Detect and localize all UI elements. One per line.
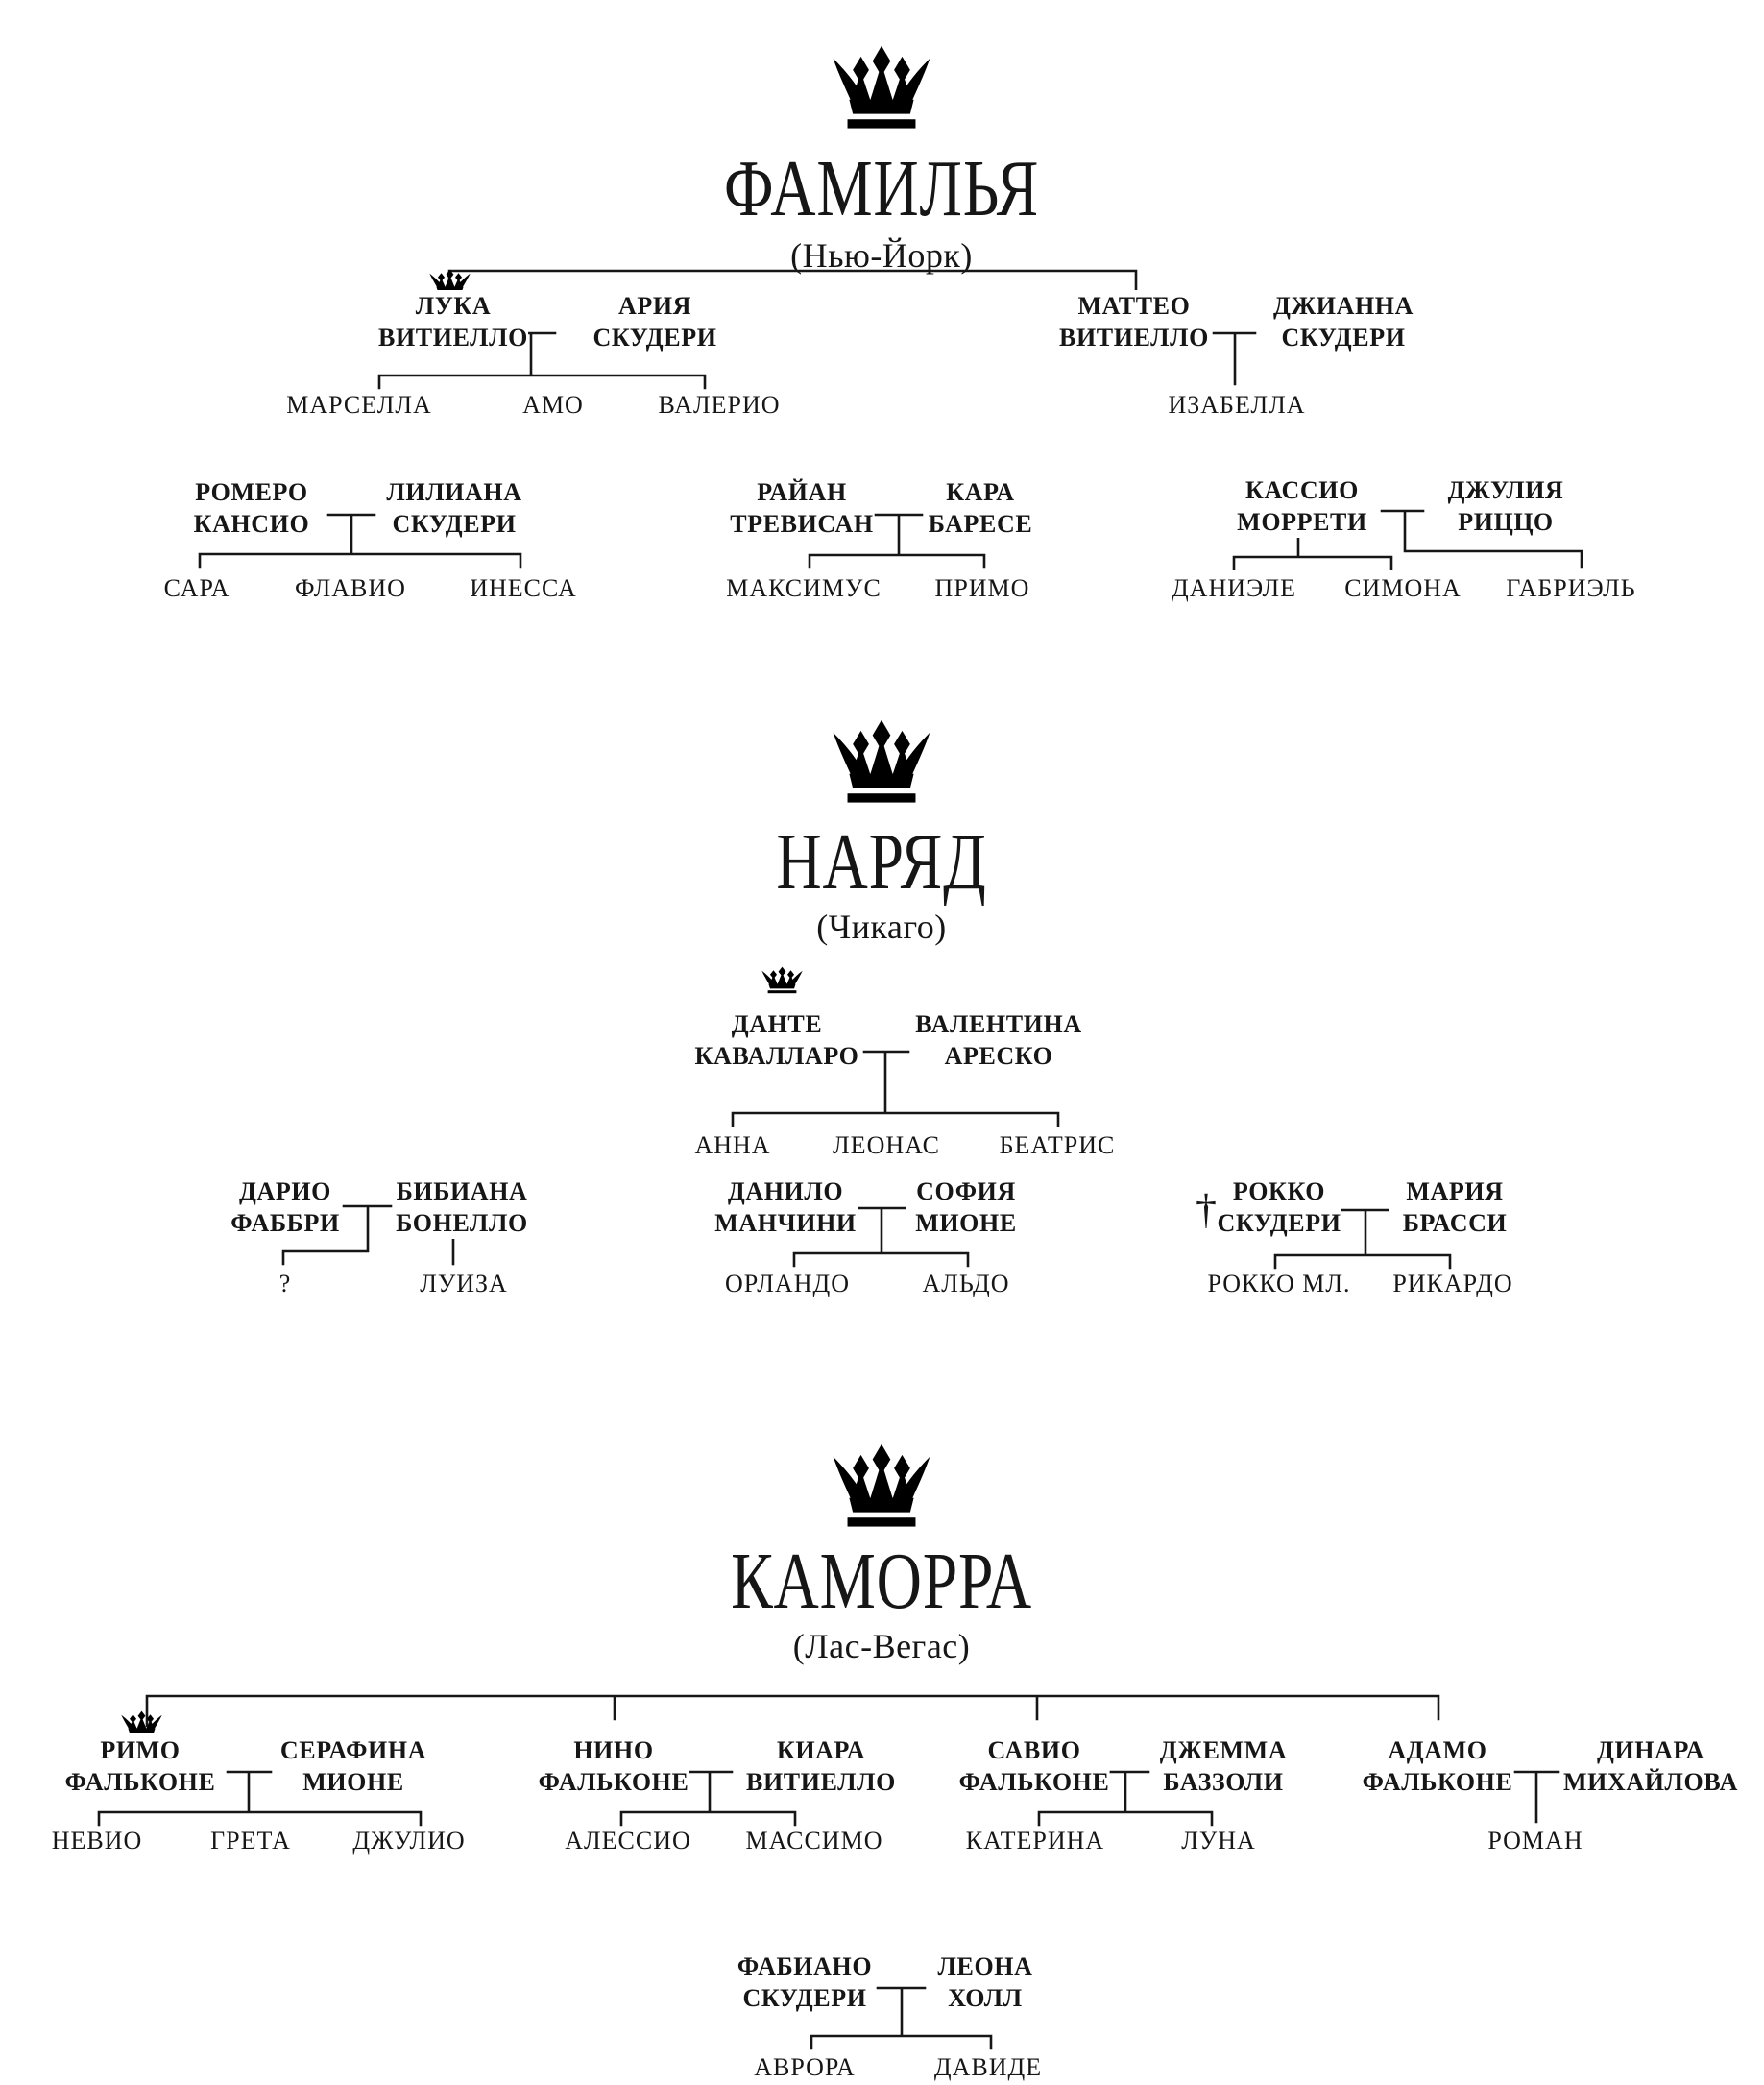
person-luiza: ЛУИЗА bbox=[420, 1270, 508, 1297]
person-sofiya-mione: СОФИЯ МИОНЕ bbox=[915, 1177, 1017, 1237]
person-aria-skuderi: АРИЯ СКУДЕРИ bbox=[592, 292, 717, 352]
person-luka-vitiello: ЛУКА ВИТИЕЛЛО bbox=[378, 292, 528, 352]
section-subtitle-new-york: (Нью-Йорк) bbox=[790, 236, 973, 275]
person-alessio: АЛЕССИО bbox=[565, 1827, 691, 1855]
person-bibiana-bonello: БИБИАНА БОНЕЛЛО bbox=[396, 1177, 528, 1237]
person-sara: САРА bbox=[163, 574, 230, 602]
person-mariya-brassi: МАРИЯ БРАССИ bbox=[1402, 1177, 1508, 1237]
person-rokko-jr: РОККО МЛ. bbox=[1207, 1270, 1351, 1297]
deceased-dagger-icon: † bbox=[1196, 1186, 1217, 1233]
person-kiara-vitiello: КИАРА ВИТИЕЛЛО bbox=[746, 1736, 896, 1796]
person-aldo: АЛЬДО bbox=[922, 1270, 1010, 1297]
person-kassio-morreti: КАССИО МОРРЕТИ bbox=[1237, 476, 1367, 536]
person-simona: СИМОНА bbox=[1344, 574, 1462, 602]
section-subtitle-las-vegas: (Лас-Вегас) bbox=[792, 1627, 971, 1665]
person-amo: АМО bbox=[522, 391, 584, 419]
person-rayan-trevisan: РАЙАН ТРЕВИСАН bbox=[730, 478, 874, 538]
person-davide: ДАВИДЕ bbox=[933, 2053, 1043, 2081]
person-orlando: ОРЛАНДО bbox=[725, 1270, 850, 1297]
person-nino-falkone: НИНО ФАЛЬКОНЕ bbox=[538, 1736, 689, 1796]
person-rikardo: РИКАРДО bbox=[1392, 1270, 1513, 1297]
person-roman: РОМАН bbox=[1487, 1827, 1583, 1855]
person-rimo-falkone: РИМО ФАЛЬКОНЕ bbox=[64, 1736, 216, 1796]
person-unknown-child: ? bbox=[278, 1270, 292, 1297]
person-nevio: НЕВИО bbox=[51, 1827, 143, 1855]
person-katerina: КАТЕРИНА bbox=[965, 1827, 1105, 1855]
person-fabiano-skuderi: ФАБИАНО СКУДЕРИ bbox=[737, 1952, 873, 2012]
person-romero-kansio: РОМЕРО КАНСИО bbox=[193, 478, 310, 538]
person-inessa: ИНЕССА bbox=[470, 574, 577, 602]
person-adamo-falkone: АДАМО ФАЛЬКОНЕ bbox=[1362, 1736, 1513, 1796]
person-dario-fabbri: ДАРИО ФАББРИ bbox=[230, 1177, 340, 1237]
person-avrora: АВРОРА bbox=[754, 2053, 856, 2081]
person-beatris: БЕАТРИС bbox=[999, 1131, 1116, 1159]
person-anna: АННА bbox=[694, 1131, 771, 1159]
person-liliana-skuderi: ЛИЛИАНА СКУДЕРИ bbox=[386, 478, 522, 538]
naryad-crown-icon bbox=[828, 716, 935, 810]
person-rokko-skuderi: РОККО СКУДЕРИ bbox=[1217, 1177, 1341, 1237]
kamorra-crown-icon bbox=[828, 1441, 935, 1534]
person-izabella: ИЗАБЕЛЛА bbox=[1168, 391, 1306, 419]
section-subtitle-chicago: (Чикаго) bbox=[816, 908, 947, 946]
person-danielle: ДАНИЭЛЕ bbox=[1171, 574, 1297, 602]
person-gabriel: ГАБРИЭЛЬ bbox=[1506, 574, 1636, 602]
person-leonas: ЛЕОНАС bbox=[833, 1131, 940, 1159]
person-valerio: ВАЛЕРИО bbox=[658, 391, 781, 419]
person-dzhulio: ДЖУЛИО bbox=[352, 1827, 466, 1855]
section-title-naryad: НАРЯД bbox=[776, 817, 987, 907]
famiglia-crown-icon bbox=[828, 42, 935, 135]
person-greta: ГРЕТА bbox=[210, 1827, 291, 1855]
person-marsella: МАРСЕЛЛА bbox=[286, 391, 432, 419]
person-danilo-manchini: ДАНИЛО МАНЧИНИ bbox=[714, 1177, 857, 1237]
section-title-famiglia: ФАМИЛЬЯ bbox=[723, 144, 1040, 233]
person-dinara-mikhaylova: ДИНАРА МИХАЙЛОВА bbox=[1562, 1736, 1739, 1796]
person-flavio: ФЛАВИО bbox=[295, 574, 406, 602]
person-massimo: МАССИМО bbox=[745, 1827, 883, 1855]
person-kara-barese: КАРА БАРЕСЕ bbox=[928, 478, 1033, 538]
person-valentina-aresko: ВАЛЕНТИНА АРЕСКО bbox=[915, 1010, 1082, 1070]
person-serafina-mione: СЕРАФИНА МИОНЕ bbox=[279, 1736, 427, 1796]
person-luna: ЛУНА bbox=[1181, 1827, 1256, 1855]
person-dzhianna-skuderi: ДЖИАННА СКУДЕРИ bbox=[1272, 292, 1414, 352]
section-title-kamorra: КАМОРРА bbox=[731, 1537, 1032, 1626]
person-dzhemma-bazzoli: ДЖЕММА БАЗЗОЛИ bbox=[1159, 1736, 1288, 1796]
person-matteo-vitiello: МАТТЕО ВИТИЕЛЛО bbox=[1059, 292, 1209, 352]
person-dzhuliya-ritstso: ДЖУЛИЯ РИЦЦО bbox=[1447, 476, 1564, 536]
person-primo: ПРИМО bbox=[934, 574, 1030, 602]
person-dante-kavallaro: ДАНТЕ КАВАЛЛАРО bbox=[694, 1010, 859, 1070]
person-leona-kholl: ЛЕОНА ХОЛЛ bbox=[937, 1952, 1033, 2012]
person-maksimus: МАКСИМУС bbox=[726, 574, 882, 602]
dante-boss-crown-icon bbox=[760, 966, 805, 995]
person-savio-falkone: САВИО ФАЛЬКОНЕ bbox=[958, 1736, 1110, 1796]
